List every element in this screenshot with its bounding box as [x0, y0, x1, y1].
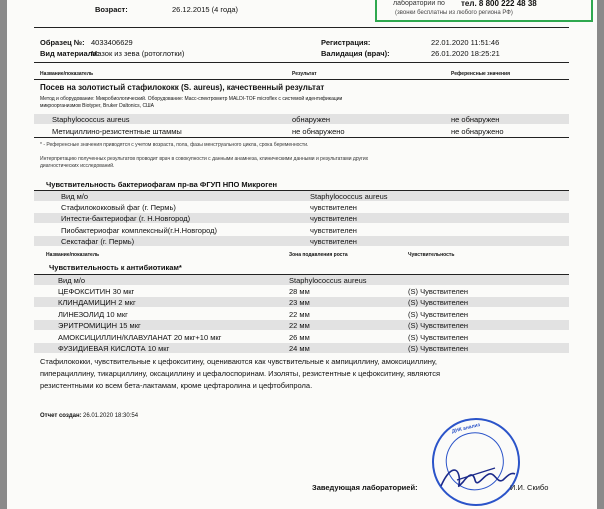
lab-phone-note: (звонки бесплатны из любого региона РФ): [395, 10, 513, 16]
validation-value: 26.01.2020 18:25:21: [431, 49, 500, 58]
s2-row-result: чувствителен: [310, 226, 357, 235]
section1-title: Посев на золотистый стафилококк (S. aureus), качественный результат: [40, 83, 325, 92]
s3-row-name: КЛИНДАМИЦИН 2 мкг: [58, 298, 136, 307]
s2-row-result: чувствителен: [310, 203, 357, 212]
s2-row-result: чувствителен: [310, 237, 357, 246]
s3-row-zone: 28 мм: [289, 287, 310, 296]
signature-icon: [437, 462, 517, 494]
col-result-header: Результат: [292, 71, 317, 77]
age-label: Возраст:: [95, 5, 128, 14]
s2-row-name: Стафилококковый фаг (г. Пермь): [61, 203, 176, 212]
lab-report-sheet: [7, 0, 597, 509]
lab-phone-prefix: лаборатории по: [393, 0, 445, 7]
sample-label: Образец №:: [40, 38, 85, 47]
s1-row-name: Метициллино-резистентные штаммы: [52, 127, 182, 136]
material-label: Вид материала:: [40, 49, 100, 58]
registration-value: 22.01.2020 11:51:46: [431, 38, 500, 47]
s3-row-zone: 24 мм: [289, 344, 310, 353]
stamp-text: ДНК анализ: [451, 421, 481, 435]
s2-row-name: Интести-бактериофаг (г. Н.Новгород): [61, 214, 191, 223]
s2-row-result: чувствителен: [310, 214, 357, 223]
s3-row-zone: 22 мм: [289, 310, 310, 319]
head-value: И.И. Скибо: [510, 483, 549, 492]
s3-row-sens: (S) Чувствителен: [408, 298, 469, 307]
s3-col-sens-header: Чувствительность: [408, 252, 455, 258]
lab-phone: тел. 8 800 222 48 38: [461, 0, 537, 8]
footnote: * - Референсные значения приводятся с учетом возраста, пола, фазы менструального цикла, срока беременности.: [40, 142, 309, 148]
note-line2: пиперациллину, тикарциллину, оксациллину и цефалоспоринам. Изоляты, резистентные к цефокситину, являются: [40, 369, 441, 378]
s3-row-zone: Staphylococcus aureus: [289, 276, 367, 285]
divider: [34, 62, 569, 63]
s1-row-result: не обнаружено: [292, 127, 345, 136]
s3-row-sens: (S) Чувствителен: [408, 333, 469, 342]
s3-row-sens: (S) Чувствителен: [408, 321, 469, 330]
age-value: 26.12.2015 (4 года): [172, 5, 238, 14]
s3-row-name: ЦЕФОКСИТИН 30 мкг: [58, 287, 135, 296]
s3-row-name: ЭРИТРОМИЦИН 15 мкг: [58, 321, 141, 330]
col-reference-header: Референсные значения: [451, 71, 511, 77]
s3-row-zone: 23 мм: [289, 298, 310, 307]
s1-row-reference: не обнаружен: [451, 115, 500, 124]
interpretation-line2: диагностических исследований.: [40, 163, 115, 169]
validation-label: Валидация (врач):: [321, 49, 390, 58]
note-line3: резистентными ко всем бета-лактамам, кроме цефтаролина и цефтобипрола.: [40, 381, 313, 390]
row-shade: [34, 191, 569, 201]
s2-row-result: Staphylococcus aureus: [310, 192, 388, 201]
sample-value: 4033406629: [91, 38, 133, 47]
s3-row-name: АМОКСИЦИЛЛИН/КЛАВУЛАНАТ 20 мкг+10 мкг: [58, 333, 222, 342]
divider: [34, 137, 569, 138]
registration-label: Регистрация:: [321, 38, 371, 47]
s1-row-result: обнаружен: [292, 115, 331, 124]
s3-row-name: ЛИНЕЗОЛИД 10 мкг: [58, 310, 128, 319]
s1-row-reference: не обнаружено: [451, 127, 504, 136]
divider: [34, 27, 569, 28]
s3-row-zone: 26 мм: [289, 333, 310, 342]
s3-row-name: ФУЗИДИЕВАЯ КИСЛОТА 10 мкг: [58, 344, 170, 353]
s3-row-zone: 22 мм: [289, 321, 310, 330]
note-line1: Стафилококки, чувствительные к цефокситину, оцениваются как чувствительные к ампициллину, амоксициллину,: [40, 357, 438, 366]
s3-row-name: Вид м/о: [58, 276, 86, 285]
s2-row-name: Вид м/о: [61, 192, 89, 201]
section3-title: Чувствительность к антибиотикам*: [49, 263, 182, 272]
col-name-header: Название/показатель: [40, 71, 94, 77]
divider: [34, 79, 569, 80]
s3-row-sens: (S) Чувствителен: [408, 310, 469, 319]
section2-title: Чувствительность бактериофагам пр-ва ФГУП НПО Микроген: [46, 180, 278, 189]
section1-method-line1: Метод и оборудование: Микробиологический. Оборудование: Масс-спектрометр MALDI-TOF microflex с системой идентификации: [40, 96, 343, 102]
created-label: Отчет создан:: [40, 413, 82, 419]
s3-row-sens: (S) Чувствителен: [408, 287, 469, 296]
section1-method-line2: микроорганизмов Biotyper, Bruker Daltonics, США: [40, 103, 154, 109]
head-label: Заведующая лабораторией:: [312, 483, 418, 492]
s2-row-name: Пиобактериофаг комплексный(г.Н.Новгород): [61, 226, 218, 235]
material-value: Мазок из зева (ротоглотки): [91, 49, 185, 58]
s3-col-zone-header: Зона подавления роста: [289, 252, 348, 258]
s2-row-name: Секстафаг (г. Пермь): [61, 237, 135, 246]
interpretation-line1: Интерпретацию полученных результатов проводит врач в совокупности с данными анамнеза, клиническими данными и результатами других: [40, 156, 369, 162]
created-value: 26.01.2020 18:30:54: [83, 413, 139, 419]
s1-row-name: Staphylococcus aureus: [52, 115, 130, 124]
s3-col-name-header: Название/показатель: [46, 252, 100, 258]
s3-row-sens: (S) Чувствителен: [408, 344, 469, 353]
